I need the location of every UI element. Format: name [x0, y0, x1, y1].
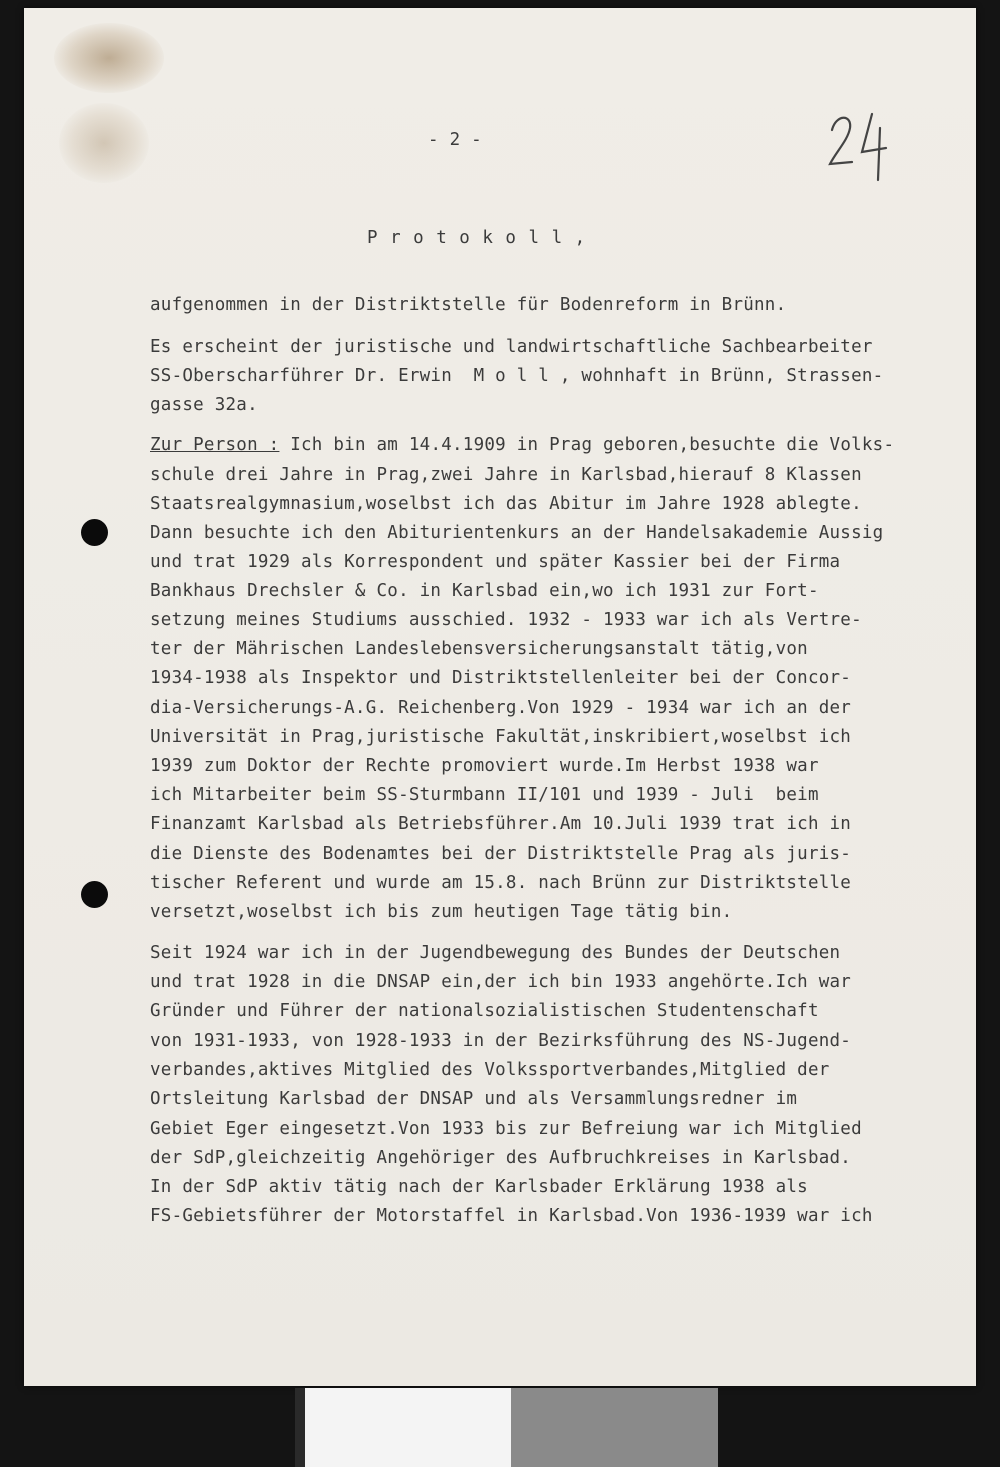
text-line: gasse 32a.	[150, 395, 258, 415]
text-line: schule drei Jahre in Prag,zwei Jahre in Karlsbad,hierauf 8 Klassen	[150, 465, 862, 485]
text-line: Universität in Prag,juristische Fakultät,inskribiert,woselbst ich	[150, 727, 852, 747]
section-label: Zur Person :	[150, 435, 280, 455]
text-line: Staatsrealgymnasium,woselbst ich das Abitur im Jahre 1928 ablegte.	[150, 494, 862, 514]
text-line: Es erscheint der juristische und landwirtschaftliche Sachbearbeiter	[150, 337, 873, 357]
text-line: 1934-1938 als Inspektor und Distriktstellenleiter bei der Concor-	[150, 668, 852, 688]
text-line: verbandes,aktives Mitglied des Volkssportverbandes,Mitglied der	[150, 1060, 830, 1080]
text-line: die Dienste des Bodenamtes bei der Distriktstelle Prag als juris-	[150, 844, 852, 864]
text-line: und trat 1928 in die DNSAP ein,der ich bin 1933 angehörte.Ich war	[150, 972, 852, 992]
text-line: Ortsleitung Karlsbad der DNSAP und als Versammlungsredner im	[150, 1089, 798, 1109]
page-marker: - 2 -	[428, 130, 482, 150]
water-stain	[54, 23, 164, 93]
text-line: In der SdP aktiv tätig nach der Karlsbader Erklärung 1938 als	[150, 1177, 808, 1197]
text-line: FS-Gebietsführer der Motorstaffel in Karlsbad.Von 1936-1939 war ich	[150, 1206, 873, 1226]
text-line: dia-Versicherungs-A.G. Reichenberg.Von 1929 - 1934 war ich an der	[150, 698, 852, 718]
text-line: 1939 zum Doktor der Rechte promoviert wurde.Im Herbst 1938 war	[150, 756, 819, 776]
gray-swatch	[511, 1388, 718, 1467]
punch-hole	[81, 519, 108, 546]
handwritten-page-number	[828, 108, 894, 182]
punch-hole	[81, 881, 108, 908]
text-line: ich Mitarbeiter beim SS-Sturmbann II/101 und 1939 - Juli beim	[150, 785, 819, 805]
text-line: aufgenommen in der Distriktstelle für Bodenreform in Brünn.	[150, 295, 787, 315]
text-line: ter der Mährischen Landeslebensversicherungsanstalt tätig,von	[150, 639, 808, 659]
document-title: P r o t o k o l l ,	[367, 228, 587, 248]
text-line: der SdP,gleichzeitig Angehöriger des Aufbruchkreises in Karlsbad.	[150, 1148, 852, 1168]
text-line: Gebiet Eger eingesetzt.Von 1933 bis zur Befreiung war ich Mitglied	[150, 1119, 862, 1139]
color-calibration-strip	[305, 1388, 718, 1467]
text-line: Zur Person : Ich bin am 14.4.1909 in Prag geboren,besuchte die Volks-	[150, 435, 895, 455]
text-line: Dann besuchte ich den Abiturientenkurs an der Handelsakademie Aussig	[150, 523, 884, 543]
white-swatch	[305, 1388, 511, 1467]
text-line: Gründer und Führer der nationalsozialistischen Studentenschaft	[150, 1001, 819, 1021]
text-line: SS-Oberscharführer Dr. Erwin M o l l , wohnhaft in Brünn, Strassen-	[150, 366, 884, 386]
text-line: setzung meines Studiums ausschied. 1932 - 1933 war ich als Vertre-	[150, 610, 862, 630]
water-stain	[59, 103, 149, 183]
text-line: tischer Referent und wurde am 15.8. nach Brünn zur Distriktstelle	[150, 873, 852, 893]
text-line: Seit 1924 war ich in der Jugendbewegung des Bundes der Deutschen	[150, 943, 841, 963]
text-line: Finanzamt Karlsbad als Betriebsführer.Am 10.Juli 1939 trat ich in	[150, 814, 852, 834]
scan-border	[295, 1388, 305, 1467]
text-line: Bankhaus Drechsler & Co. in Karlsbad ein,wo ich 1931 zur Fort-	[150, 581, 819, 601]
text-line: versetzt,woselbst ich bis zum heutigen Tage tätig bin.	[150, 902, 733, 922]
text-line: von 1931-1933, von 1928-1933 in der Bezirksführung des NS-Jugend-	[150, 1031, 852, 1051]
text-line: und trat 1929 als Korrespondent und später Kassier bei der Firma	[150, 552, 841, 572]
